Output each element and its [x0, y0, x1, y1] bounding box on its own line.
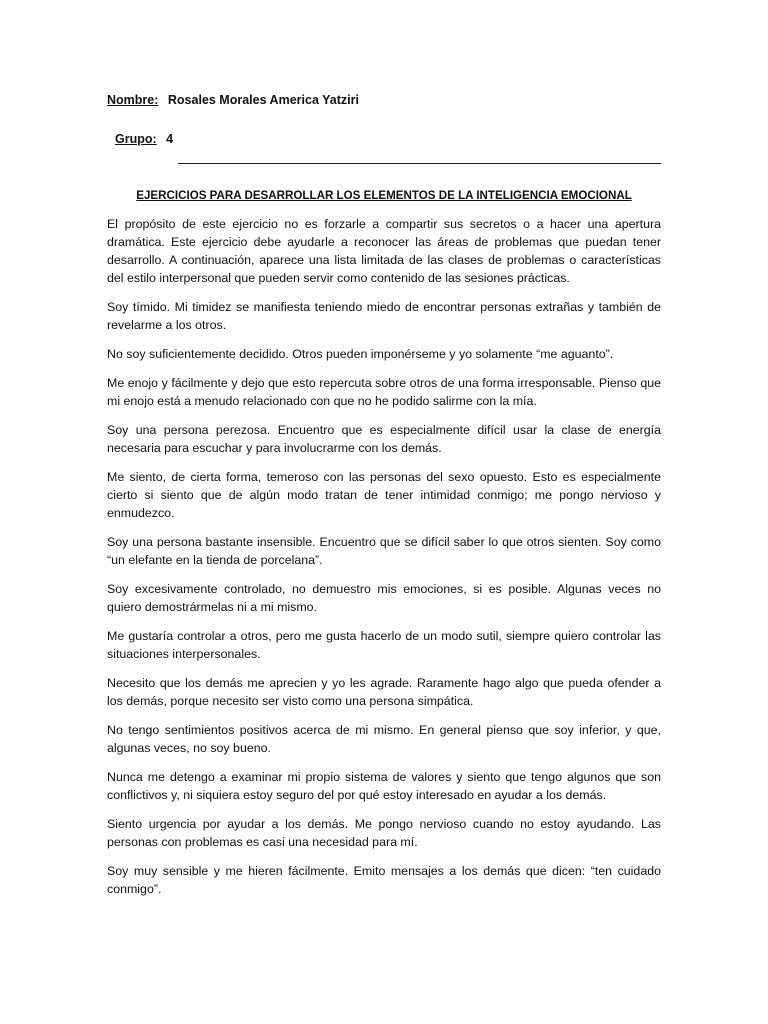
- paragraph: Me siento, de cierta forma, temeroso con las personas del sexo opuesto. Esto es especialmente cierto si siento que de algún modo tratan de tener intimidad conmigo; me pongo nervioso y enmudezco.: [107, 470, 661, 520]
- paragraph: Necesito que los demás me aprecien y yo les agrade. Raramente hago algo que pueda ofender a los demás, porque necesito ser visto como una persona simpática.: [107, 676, 661, 708]
- group-label: Grupo:: [115, 132, 157, 146]
- paragraph: Me gustaría controlar a otros, pero me gusta hacerlo de un modo sutil, siempre quiero controlar las situaciones interpersonales.: [107, 629, 661, 661]
- paragraph: Soy excesivamente controlado, no demuestro mis emociones, si es posible. Algunas veces no quiero demostrármelas ni a mi mismo.: [107, 582, 661, 614]
- name-line: [107, 92, 359, 108]
- name-label: Nombre:: [107, 93, 159, 107]
- group-line: [115, 131, 173, 147]
- document-body: [107, 215, 661, 909]
- paragraph: Siento urgencia por ayudar a los demás. Me pongo nervioso cuando no estoy ayudando. Las personas con problemas es casi una necesidad para mí.: [107, 817, 661, 849]
- horizontal-rule: [178, 163, 661, 164]
- paragraph: Soy muy sensible y me hieren fácilmente. Emito mensajes a los demás que dicen: “ten cuidado conmigo”.: [107, 864, 661, 896]
- paragraph: Nunca me detengo a examinar mi propio sistema de valores y siento que tengo algunos que son conflictivos y, ni siquiera estoy seguro del por qué estoy interesado en ayudar a los demás.: [107, 770, 661, 802]
- paragraph: Soy tímido. Mi timidez se manifiesta teniendo miedo de encontrar personas extrañas y también de revelarme a los otros.: [107, 300, 661, 332]
- paragraph: No soy suficientemente decidido. Otros pueden imponérseme y yo solamente “me aguanto”.: [107, 347, 614, 361]
- name-value: Rosales Morales America Yatziri: [167, 93, 359, 107]
- group-value: 4: [166, 132, 174, 146]
- paragraph: Soy una persona bastante insensible. Encuentro que se difícil saber lo que otros sienten. Soy como “un elefante en la tienda de porcelana”.: [107, 535, 661, 567]
- paragraph: Me enojo y fácilmente y dejo que esto repercuta sobre otros de una forma irresponsable. Pienso que mi enojo está a menudo relacionado con que no he podido salirme con la mía.: [107, 376, 661, 408]
- document-title: EJERCICIOS PARA DESARROLLAR LOS ELEMENTOS DE LA INTELIGENCIA EMOCIONAL: [136, 189, 632, 202]
- paragraph: No tengo sentimientos positivos acerca de mi mismo. En general pienso que soy inferior, y que, algunas veces, no soy bueno.: [107, 723, 661, 755]
- paragraph: Soy una persona perezosa. Encuentro que es especialmente difícil usar la clase de energía necesaria para escuchar y para involucrarme con los demás.: [107, 423, 661, 455]
- paragraph: El propósito de este ejercicio no es forzarle a compartir sus secretos o a hacer una apertura dramática. Este ejercicio debe ayudarle a reconocer las áreas de problemas que puedan tener desarrollo. A continuación, aparece una lista limitada de las clases de problemas o características del estilo interpersonal que pueden servir como contenido de las sesiones prácticas.: [107, 217, 661, 285]
